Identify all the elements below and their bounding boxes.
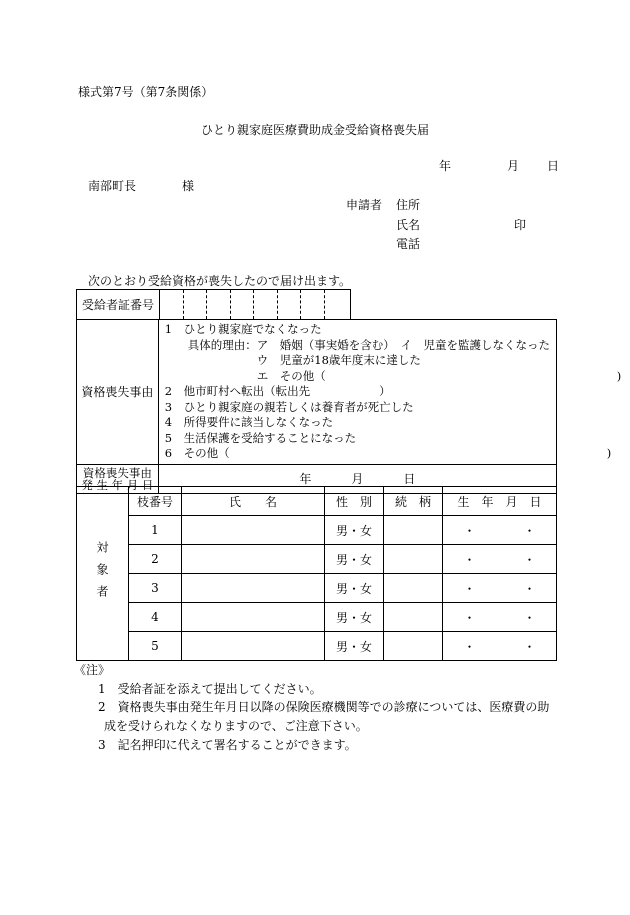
table-row (77, 632, 557, 661)
reason-line[interactable]: 2 他市町村へ転出（転出先 ） (164, 384, 391, 398)
table-row (77, 574, 557, 603)
seal-label: 印 (514, 218, 527, 232)
col-header: 性 別 (325, 487, 384, 516)
col-header: 続 柄 (384, 487, 443, 516)
date-year: 年 (439, 159, 452, 173)
col-header: 氏 名 (182, 487, 325, 516)
note-1: 1 受給者証を添えて提出してください。 (98, 682, 322, 696)
reason-line[interactable]: 5 生活保護を受給することになった (164, 430, 357, 445)
digit-cell[interactable] (160, 290, 184, 319)
reason-line-other[interactable] (164, 446, 612, 462)
address-label: 住所 (396, 198, 421, 212)
note-2: 2 資格喪失事由発生年月日以降の保険医療機関等での診療については、医療費の助 (98, 700, 550, 714)
loss-reason-list (158, 320, 622, 465)
name-cell[interactable] (182, 545, 325, 574)
reason-line[interactable]: 4 所得要件に該当しなくなった (164, 415, 334, 429)
name-cell[interactable] (182, 516, 325, 545)
target-persons-table (76, 486, 557, 661)
note-2-cont: 成を受けられなくなりますので、ご注意下さい。 (104, 719, 368, 733)
row-number: 1 (129, 516, 182, 545)
digit-cell[interactable] (231, 290, 255, 319)
table-row (77, 603, 557, 632)
occ-year: 年 (299, 472, 312, 486)
row-number: 4 (129, 603, 182, 632)
birthdate-cell[interactable]: ・ ・ (443, 516, 557, 545)
name-label: 氏名 (396, 218, 421, 232)
recipient-number-label: 受給者証番号 (77, 290, 160, 320)
date-month: 月 (507, 159, 520, 173)
row-number: 3 (129, 574, 182, 603)
reason-other-text: 6 その他（ (164, 446, 230, 460)
relation-cell[interactable] (384, 603, 443, 632)
recipient-number-field[interactable] (160, 290, 351, 320)
loss-reason-table (76, 319, 622, 494)
col-header: 生 年 月 日 (443, 487, 557, 516)
phone-label: 電話 (396, 237, 421, 251)
name-cell[interactable] (182, 574, 325, 603)
document-title: ひとり親家庭医療費助成金受給資格喪失届 (200, 123, 429, 137)
table-row (77, 545, 557, 574)
birthdate-cell[interactable]: ・ ・ (443, 574, 557, 603)
sex-cell[interactable]: 男・女 (325, 574, 384, 603)
digit-cell[interactable] (278, 290, 302, 319)
digit-cell[interactable] (325, 290, 349, 319)
name-cell[interactable] (182, 603, 325, 632)
date-day: 日 (547, 159, 560, 173)
occ-month: 月 (351, 472, 364, 486)
occurrence-date-label-line2: 発 生 年 月 日 (81, 477, 154, 492)
relation-cell[interactable] (384, 574, 443, 603)
digit-cell[interactable] (254, 290, 278, 319)
sex-cell[interactable]: 男・女 (325, 632, 384, 661)
occurrence-date-label-line1: 資格喪失事由 (82, 465, 152, 480)
birthdate-cell[interactable]: ・ ・ (443, 632, 557, 661)
loss-reason-label: 資格喪失事由 (77, 320, 159, 465)
sex-cell[interactable]: 男・女 (325, 603, 384, 632)
submission-date (439, 160, 559, 172)
close-paren: ) (606, 446, 612, 460)
digit-cell[interactable] (207, 290, 231, 319)
digit-cell[interactable] (184, 290, 208, 319)
reason-line[interactable]: 1 ひとり親家庭でなくなった (164, 322, 322, 336)
relation-cell[interactable] (384, 545, 443, 574)
reason-line[interactable]: ウ 児童が18歳年度末に達した (164, 353, 421, 367)
occ-day: 日 (403, 472, 416, 486)
row-number: 2 (129, 545, 182, 574)
target-side-label: 対象者 (77, 487, 129, 661)
close-paren: ) (616, 368, 622, 383)
relation-cell[interactable] (384, 632, 443, 661)
relation-cell[interactable] (384, 516, 443, 545)
honorific: 様 (182, 179, 195, 193)
birthdate-cell[interactable]: ・ ・ (443, 603, 557, 632)
form-number: 様式第7号（第7条関係） (78, 85, 214, 99)
reason-line[interactable]: 3 ひとり親家庭の親若しくは養育者が死亡した (164, 399, 414, 414)
table-row (77, 516, 557, 545)
digit-cell[interactable] (301, 290, 325, 319)
sex-cell[interactable]: 男・女 (325, 545, 384, 574)
addressee: 南部町長 (88, 179, 137, 193)
reason-line[interactable]: 具体的理由：ア 婚姻（事実婚を含む） イ 児童を監護しなくなった (164, 337, 550, 352)
col-header: 枝番号 (129, 487, 182, 516)
notes-heading: 《注》 (74, 663, 111, 677)
row-number: 5 (129, 632, 182, 661)
intro-text: 次のとおり受給資格が喪失したので届け出ます。 (88, 274, 352, 288)
sex-cell[interactable]: 男・女 (325, 516, 384, 545)
name-cell[interactable] (182, 632, 325, 661)
birthdate-cell[interactable]: ・ ・ (443, 545, 557, 574)
note-3: 3 記名押印に代えて署名することができます。 (98, 738, 357, 752)
applicant-label: 申請者 (346, 198, 383, 212)
reason-line-other[interactable] (164, 368, 622, 385)
reason-other-text: エ その他（ (164, 368, 326, 383)
recipient-number-table (76, 289, 351, 320)
